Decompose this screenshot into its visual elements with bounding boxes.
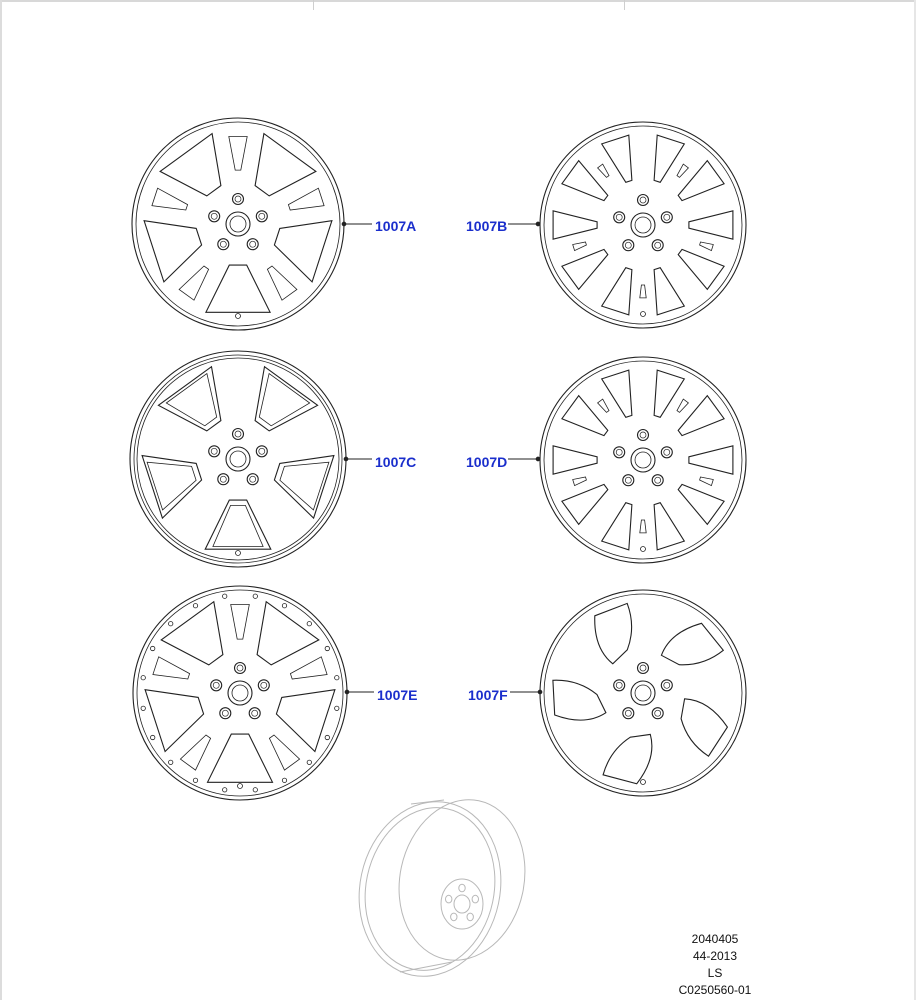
leader-dot xyxy=(538,690,542,694)
callout-1007d[interactable]: 1007D xyxy=(466,454,508,470)
stamp-ref-number: 2040405 xyxy=(691,932,739,946)
wheel-1007c xyxy=(130,351,372,567)
wheel-1007b xyxy=(508,122,746,328)
wheel-1007f xyxy=(510,590,746,796)
wheel-1007d xyxy=(508,357,746,563)
stamp-model-code: LS xyxy=(707,966,723,980)
leader-dot xyxy=(342,222,346,226)
stamp-date-code: 44-2013 xyxy=(692,949,738,963)
callout-1007b[interactable]: 1007B xyxy=(466,218,508,234)
spare-wheel xyxy=(343,788,539,990)
wheel-1007a xyxy=(132,118,372,330)
leader-dot xyxy=(344,457,348,461)
callout-1007f[interactable]: 1007F xyxy=(468,687,508,703)
callout-1007c[interactable]: 1007C xyxy=(375,454,417,470)
callout-1007e[interactable]: 1007E xyxy=(377,687,418,703)
leader-dot xyxy=(536,222,540,226)
callout-1007a[interactable]: 1007A xyxy=(375,218,417,234)
stamp-illustration-id: C0250560-01 xyxy=(678,983,752,997)
leader-dot xyxy=(345,690,349,694)
leader-dot xyxy=(536,457,540,461)
wheel-1007e xyxy=(133,586,374,800)
